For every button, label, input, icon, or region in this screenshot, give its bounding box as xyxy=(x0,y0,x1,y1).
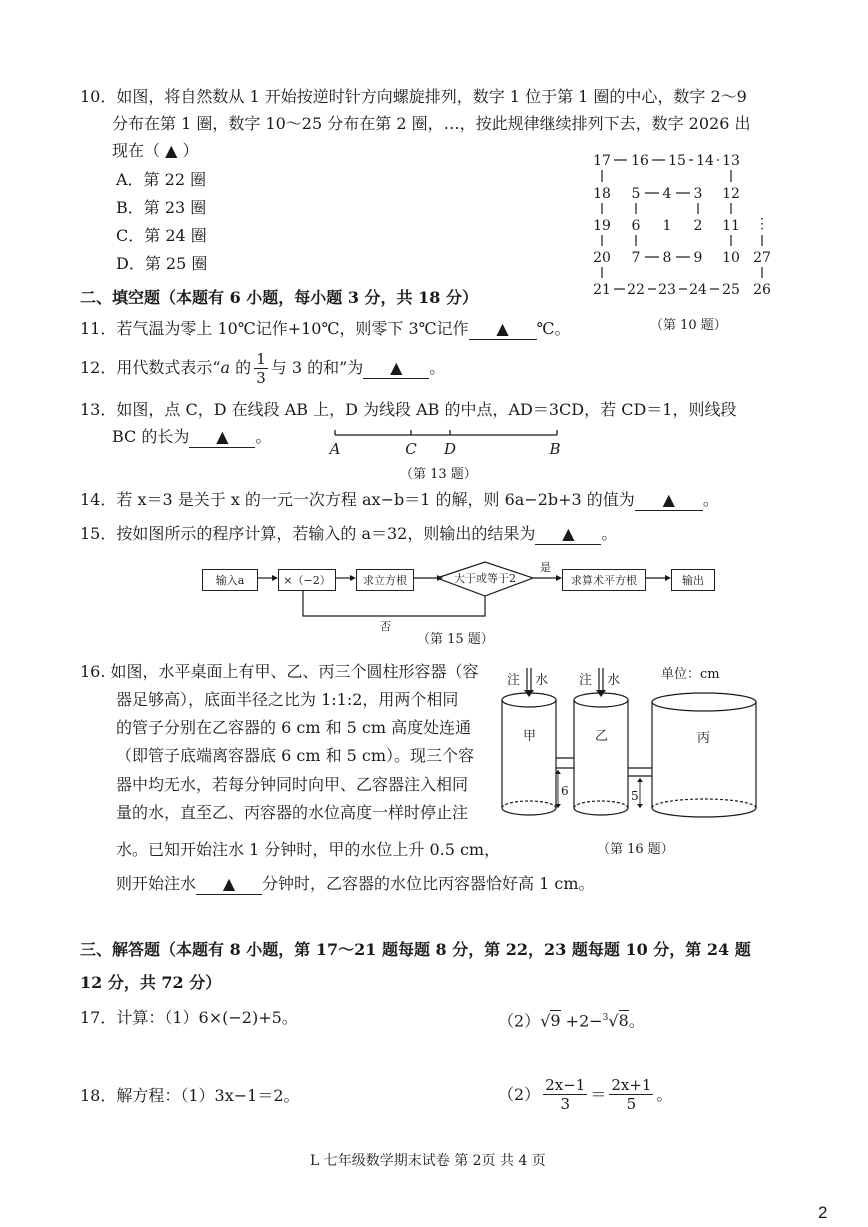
q12-fraction xyxy=(254,350,268,387)
water-label-2: 水 xyxy=(607,673,621,688)
q13-line2 xyxy=(112,427,271,448)
q14-answer-blank: ▲ xyxy=(635,490,703,511)
q13-line2-end: 。 xyxy=(255,427,272,446)
container-yi-label: 乙 xyxy=(595,729,609,744)
q16-line8 xyxy=(116,874,595,895)
q11 xyxy=(80,319,570,340)
spiral-num: 12 xyxy=(722,186,740,202)
point-label-d: D xyxy=(443,440,457,458)
q11-answer-blank: ▲ xyxy=(469,319,537,340)
q16-last-pre: 则开始注水 xyxy=(116,874,197,893)
q12-numerator: 1 xyxy=(256,350,266,368)
page-footer: L 七年级数学期末试卷 第 2页 共 4 页 xyxy=(310,1153,546,1169)
q18-right-numerator: 2x+1 xyxy=(611,1076,652,1094)
q15 xyxy=(80,524,617,545)
spiral-num: 14 xyxy=(696,153,714,169)
sqrt-radicand: 9 xyxy=(550,1011,561,1031)
spiral-num: 20 xyxy=(593,250,611,266)
q16-answer-blank: ▲ xyxy=(196,874,262,895)
spiral-num: 21 xyxy=(593,282,611,298)
section2-heading: 二、填空题（本题有 6 小题，每小题 3 分，共 18 分） xyxy=(80,288,478,307)
spiral-num: 26 xyxy=(753,282,771,298)
cube-root-symbol: √ xyxy=(608,1011,619,1031)
q13-caption: （第 13 题） xyxy=(400,467,477,482)
q10-option-d: D．第 25 圈 xyxy=(116,254,208,273)
height-6-label: 6 xyxy=(561,784,569,798)
q17-part1: 17．计算：（1）6×(−2)+5。 xyxy=(80,1008,298,1027)
q11-unit: ℃。 xyxy=(536,319,571,338)
spiral-num: 9 xyxy=(693,250,703,266)
q10-spiral-figure xyxy=(585,148,785,338)
q13-line1: 13．如图，点 C，D 在线段 AB 上，D 为线段 AB 的中点，AD＝3CD，若 CD＝1，则线段 xyxy=(80,400,737,419)
q15-end: 。 xyxy=(601,524,618,543)
height-5-label: 5 xyxy=(631,789,639,803)
q15-answer-blank: ▲ xyxy=(535,524,601,545)
q17-part2 xyxy=(498,1008,645,1031)
q10-line3: 现在（ ▲ ） xyxy=(112,141,199,160)
q18-left-numerator: 2x−1 xyxy=(545,1076,586,1094)
q10-option-b: B．第 23 圈 xyxy=(116,198,207,217)
spiral-num: ⋮ xyxy=(755,216,769,232)
spiral-num: 7 xyxy=(631,250,641,266)
pour-label-2: 注 xyxy=(579,673,593,688)
q16-caption: （第 16 题） xyxy=(597,842,674,857)
spiral-num: 8 xyxy=(662,250,672,266)
section3-heading-line2: 12 分，共 72 分） xyxy=(80,973,222,992)
q12-answer-blank: ▲ xyxy=(363,358,429,379)
spiral-num: 3 xyxy=(693,186,703,202)
flow-output-box: 输出 xyxy=(671,569,715,591)
spiral-num: 16 xyxy=(631,153,649,169)
section3-heading-line1: 三、解答题（本题有 8 小题，第 17～21 题每题 8 分，第 22，23 题每题 10 分，第 24 题 xyxy=(80,940,751,959)
q16-line1: 16. 如图，水平桌面上有甲、乙、丙三个圆柱形容器（容 xyxy=(80,662,479,681)
q18-part2-end: 。 xyxy=(656,1084,673,1104)
spiral-num: 1 xyxy=(662,218,672,234)
q17-part2-end: 。 xyxy=(628,1011,645,1031)
q15-text: 15．按如图所示的程序计算，若输入的 a＝32，则输出的结果为 xyxy=(80,524,536,543)
unit-label: 单位：cm xyxy=(661,667,720,682)
spiral-num: 17 xyxy=(593,153,611,169)
q16-line5: 器中均无水，若每分钟同时向甲、乙容器注入相同 xyxy=(116,775,469,794)
spiral-num: 5 xyxy=(631,186,641,202)
spiral-num: 10 xyxy=(722,250,740,266)
q14-text: 14．若 x＝3 是关于 x 的一元一次方程 ax−b＝1 的解，则 6a−2b+3 的值为 xyxy=(80,490,635,509)
q16-line6: 量的水，直至乙、丙容器的水位高度一样时停止注 xyxy=(116,803,469,822)
point-label-c: C xyxy=(405,440,417,458)
q10-line1: 10．如图，将自然数从 1 开始按逆时针方向螺旋排列，数字 1 位于第 1 圈的中心，数字 2～9 xyxy=(80,87,747,106)
q12-end: 。 xyxy=(429,358,446,377)
q10-option-c: C．第 24 圈 xyxy=(116,226,207,245)
q13-line2-text: BC 的长为 xyxy=(112,427,190,446)
q18-right-denominator: 5 xyxy=(626,1095,637,1113)
spiral-num: 27 xyxy=(753,250,771,266)
q16-containers-figure xyxy=(495,660,765,830)
q17-part2-mid: +2− xyxy=(560,1011,603,1031)
cube-root-index: 3 xyxy=(602,1013,609,1023)
container-jia-label: 甲 xyxy=(523,729,537,744)
flow-sqrt-box: 求算术平方根 xyxy=(562,569,646,591)
spiral-num: 13 xyxy=(722,153,740,169)
spiral-num: 19 xyxy=(593,218,611,234)
q18-fraction-right xyxy=(609,1076,653,1113)
q12-var-a: a xyxy=(220,358,231,377)
spiral-num: 18 xyxy=(593,186,611,202)
q10-caption: （第 10 题） xyxy=(650,318,727,333)
point-label-a: A xyxy=(329,440,341,458)
point-label-b: B xyxy=(549,440,561,458)
q10-line2: 分布在第 1 圈，数字 10～25 分布在第 2 圈，…，按此规律继续排列下去，数字 2026 出 xyxy=(112,114,751,133)
container-bing-label: 丙 xyxy=(697,731,711,746)
spiral-num: 6 xyxy=(631,218,641,234)
spiral-num: 15 xyxy=(668,153,686,169)
flow-multiply-box: ×（−2） xyxy=(278,569,336,591)
q13-segment-figure xyxy=(325,425,570,461)
q18-part1: 18．解方程：（1）3x−1＝2。 xyxy=(80,1086,300,1105)
q13-answer-blank: ▲ xyxy=(189,427,255,448)
water-label-1: 水 xyxy=(535,673,549,688)
q16-last-post: 分钟时，乙容器的水位比丙容器恰好高 1 cm。 xyxy=(262,874,595,893)
spiral-num: 22 xyxy=(627,282,645,298)
flow-cuberoot-box: 求立方根 xyxy=(356,569,414,591)
q16-line7: 水。已知开始注水 1 分钟时，甲的水位上升 0.5 cm， xyxy=(116,840,501,859)
q16-line4: （即管子底端离容器底 6 cm 和 5 cm）。现三个容 xyxy=(116,746,475,765)
sqrt-symbol: √ xyxy=(540,1011,551,1031)
q12 xyxy=(80,350,445,387)
q11-text: 11．若气温为零上 10℃记作+10℃，则零下 3℃记作 xyxy=(80,319,469,338)
flow-no-label: 否 xyxy=(380,620,391,633)
q12-denominator: 3 xyxy=(256,369,266,387)
q12-post: 与 3 的和”为 xyxy=(270,358,364,377)
q16-line2: 器足够高），底面半径之比为 1:1:2，用两个相同 xyxy=(116,690,459,709)
spiral-num: 24 xyxy=(689,282,707,298)
q18-part2 xyxy=(498,1076,672,1113)
q18-part2-label: （2） xyxy=(498,1084,541,1104)
spiral-num: 4 xyxy=(662,186,672,202)
q17-part2-label: （2） xyxy=(498,1011,541,1031)
spiral-num: 25 xyxy=(722,282,740,298)
q18-equals: ＝ xyxy=(590,1084,607,1104)
cube-root-radicand: 8 xyxy=(618,1011,629,1031)
flow-input-box: 输入a xyxy=(202,569,258,591)
page-number: 2 xyxy=(818,1203,828,1222)
q12-mid: 的 xyxy=(230,358,252,377)
flow-decision-label: 大于或等于2 xyxy=(454,572,516,585)
spiral-num: 2 xyxy=(693,218,703,234)
q18-fraction-left xyxy=(543,1076,587,1113)
q16-line3: 的管子分别在乙容器的 6 cm 和 5 cm 高度处连通 xyxy=(116,718,472,737)
q12-pre: 12．用代数式表示“ xyxy=(80,358,221,377)
q14-end: 。 xyxy=(702,490,719,509)
spiral-num: 11 xyxy=(722,218,740,234)
q18-left-denominator: 3 xyxy=(560,1095,571,1113)
flow-yes-label: 是 xyxy=(540,561,551,574)
q15-caption: （第 15 题） xyxy=(417,632,494,647)
q14 xyxy=(80,490,719,511)
q10-option-a: A．第 22 圈 xyxy=(116,170,207,189)
pour-label-1: 注 xyxy=(507,673,521,688)
spiral-num: 23 xyxy=(658,282,676,298)
